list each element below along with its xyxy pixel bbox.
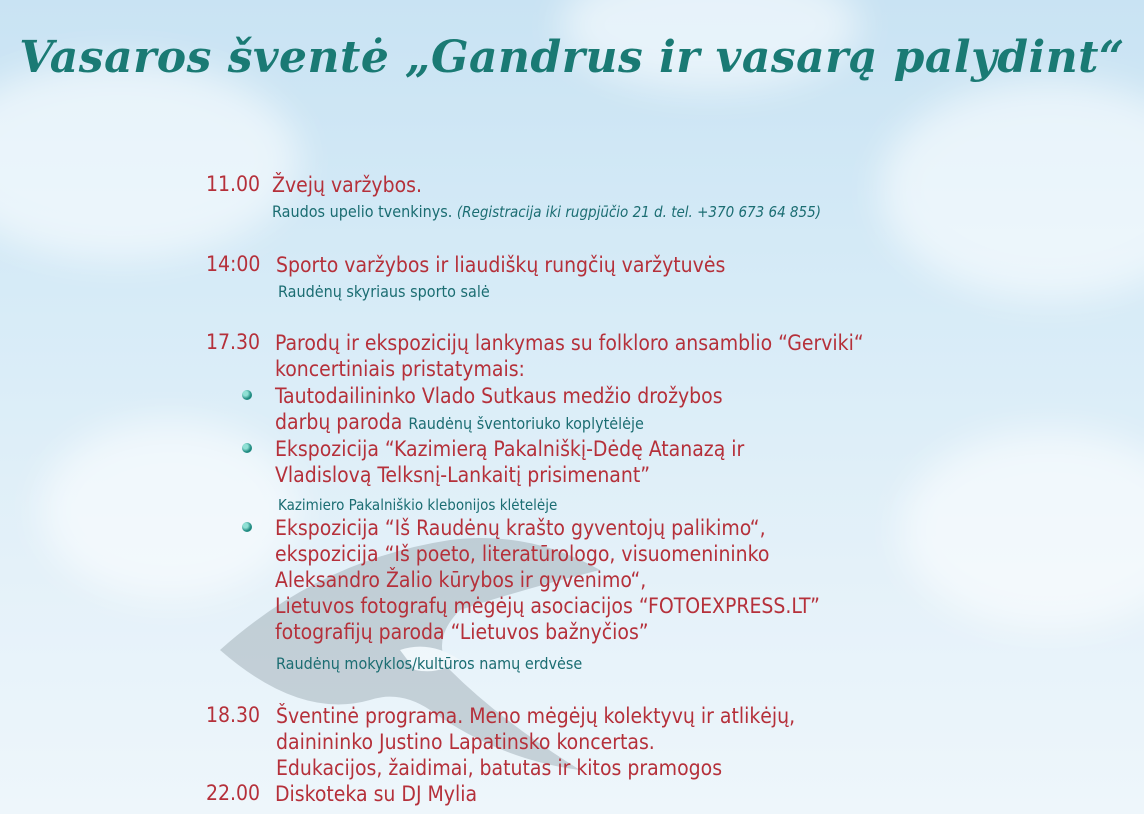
event-title: Sporto varžybos ir liaudiškų rungčių varžytuvės: [276, 253, 726, 277]
list-item-text: darbų paroda: [275, 410, 403, 434]
event-place: Raudėnų skyriaus sporto salė: [278, 282, 490, 301]
registration-note: (Registracija iki rugpjūčio 21 d. tel. +370 673 64 855): [456, 203, 821, 221]
list-item: Lietuvos fotografų mėgėjų asociacijos “FOTOEXPRESS.LT”: [275, 594, 820, 618]
event-place: Kazimiero Pakalniškio klebonijos klėtelėje: [278, 496, 558, 514]
event-location: Raudos upelio tvenkinys.: [272, 202, 453, 221]
event-title: Žvejų varžybos.: [272, 173, 422, 197]
event-time: 22.00: [206, 781, 261, 805]
event-time: 18.30: [206, 703, 261, 727]
event-title: Parodų ir ekspozicijų lankymas su folkloro ansamblio “Gerviki“: [275, 331, 864, 355]
list-item: [275, 409, 644, 437]
list-item: Aleksandro Žalio kūrybos ir gyvenimo“,: [275, 568, 647, 592]
bullet-icon: [242, 390, 252, 400]
event-place: Raudėnų mokyklos/kultūros namų erdvėse: [276, 654, 583, 673]
event-title: Diskoteka su DJ Mylia: [275, 782, 478, 806]
list-item: ekspozicija “Iš poeto, literatūrologo, visuomenininko: [275, 542, 770, 566]
event-title: Šventinė programa. Meno mėgėjų kolektyvų ir atlikėjų,: [276, 704, 796, 728]
event-place: [272, 202, 821, 221]
event-title: dainininko Justino Lapatinsko koncertas.: [276, 730, 655, 754]
bullet-icon: [242, 522, 252, 532]
list-item: Ekspozicija “Kazimierą Pakalniškį-Dėdę Atanazą ir: [275, 437, 745, 461]
list-item: Vladislovą Telksnį-Lankaitį prisimenant”: [275, 463, 651, 487]
event-title: Edukacijos, žaidimai, batutas ir kitos pramogos: [276, 756, 723, 780]
event-time: 17.30: [206, 330, 261, 354]
event-place: Raudėnų šventoriuko koplytėlėje: [408, 414, 644, 433]
event-title: koncertiniais pristatymais:: [275, 357, 525, 381]
page-title: Vasaros šventė „Gandrus ir vasarą palydint“: [19, 32, 1125, 83]
event-time: 14:00: [206, 252, 261, 276]
event-time: 11.00: [206, 172, 261, 196]
list-item: Tautodailininko Vlado Sutkaus medžio drožybos: [275, 384, 723, 408]
list-item: Ekspozicija “Iš Raudėnų krašto gyventojų palikimo“,: [275, 516, 766, 540]
list-item: fotografijų paroda “Lietuvos bažnyčios”: [275, 620, 649, 644]
bullet-icon: [242, 443, 252, 453]
